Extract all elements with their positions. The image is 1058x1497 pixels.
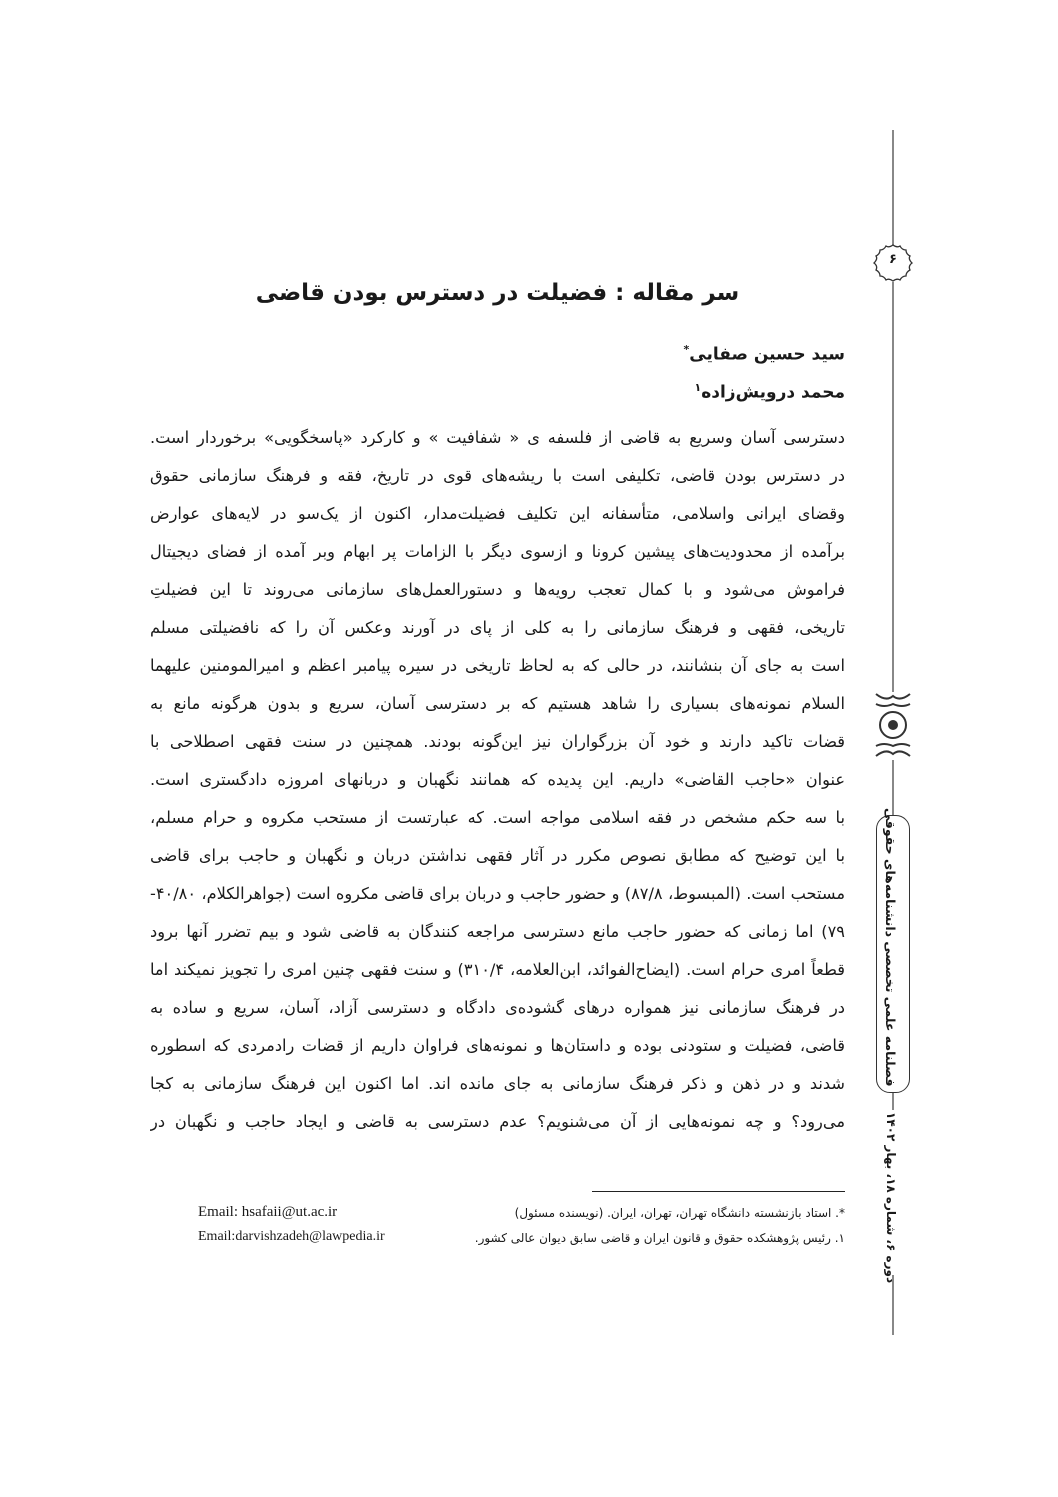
body-line: مستحب است. (المبسوط، ۸۷/۸) و حضور حاجب و دربان برای قاضی مکروه است (جواهرالکلام، ۴۰/۸۰- (150, 884, 845, 903)
page-number-badge (870, 243, 916, 283)
body-line: است به جای آن بنشانند، در حالی که به لحاظ تاریخی در سیره پیامبر اعظم و امیرالمومنین علیهما (150, 656, 845, 675)
body-line: برآمده از محدودیت‌های پیشین کرونا و ازسوی دیگر با الزامات پر ابهام وبر آمده از فضای دیجیتال (150, 542, 845, 561)
author-mark: * (683, 343, 690, 356)
body-line: قاضی، فضیلت و ستودنی بوده و داستان‌ها و نمونه‌های فراوان داریم از قضات رادمردی که اسطوره (150, 1036, 845, 1055)
body-line: فراموش می‌شود و با کمال تعجب رویه‌ها و دستورالعمل‌های سازمانی می‌روند تا این فضیلتِ (150, 580, 845, 599)
body-line: با این توضیح که مطابق نصوص مکرر در آثار فقهی نداشتن دربان و نگهبان و حاجب برای قاضی (150, 846, 845, 865)
footnote: ۱. رئیس پژوهشکده حقوق و قانون ایران و قاضی سابق دیوان عالی کشور. (474, 1231, 845, 1245)
margin-rule-middle (892, 282, 894, 692)
margin-rule-top (892, 130, 894, 245)
body-line: السلام نمونه‌های بسیاری را شاهد هستیم که بر دسترسی آسان، سریع و بدون هرگونه مانع به (150, 694, 845, 713)
body-line: با سه حکم مشخص در فقه اسلامی مواجه است. که عبارتست از مستحب مکروه و حرام مسلم، (150, 808, 845, 827)
author (684, 343, 846, 365)
journal-name: فصلنامه علمی تخصصی دانشنامه‌های حقوقی (883, 807, 898, 1086)
author-mark: ۱ (694, 381, 702, 394)
footnote-divider (592, 1191, 845, 1192)
author-email: Email:darvishzadeh@lawpedia.ir (198, 1229, 385, 1244)
page-number: ۶ (889, 252, 897, 267)
body-line: می‌رود؟ و چه نمونه‌هایی از آن می‌شنویم؟ عدم دسترسی به قاضی و ایجاد حاجب و نگهبان در (150, 1112, 845, 1131)
body-line: قضات تاکید دارند و خود آن بزرگواران نیز این‌گونه بودند. همچنین در سنت فقهی اصطلاحی با (150, 732, 845, 751)
floral-ornament-icon (868, 690, 918, 760)
article-title: سر مقاله : فضیلت در دسترس بودن قاضی (255, 280, 740, 306)
footnote: *. استاد بازنشسته دانشگاه تهران، تهران، ایران. (نویسنده مسئول) (514, 1206, 845, 1220)
body-line: دسترسی آسان وسریع به قاضی از فلسفه ی « شفافیت » و کارکرد «پاسخگویی» برخوردار است. (150, 428, 845, 447)
margin-rule-end (892, 1275, 894, 1335)
body-line: ۷۹) اما زمانی که حضور حاجب مانع دسترسی مراجعه کنندگان به قاضی شود و بیم تضرر آنها برود (150, 922, 845, 941)
body-line: عنوان «حاجب القاضی» داریم. این پدیده که همانند نگهبان و دربانهای امروزه دادگستری است. (150, 770, 845, 789)
body-line: در فرهنگ سازمانی نیز همواره درهای گشوده‌ی دادگاه و دسترسی آزاد، آسان، سریع و ساده به (150, 998, 845, 1017)
author (695, 381, 846, 403)
issue-info: دوره ۶، شماره ۱۸، بهار ۱۴۰۲ (884, 1112, 898, 1284)
margin-rule-bottom (892, 1090, 894, 1110)
article-body (150, 423, 845, 1145)
body-line: تاریخی، فقهی و فرهنگ سازمانی را به کلی از پای در آورند وعکس آن را که نافضیلتی مسلم (150, 618, 845, 637)
author-name: محمد درویش‌زاده (701, 382, 845, 403)
body-line: در دسترس بودن قاضی، تکلیفی است با ریشه‌های قوی در تاریخ، فقه و فرهنگ سازمانی حقوق (150, 466, 845, 485)
body-line: قطعاً امری حرام است. (ایضاح‌الفوائد، ابن‌العلامه، ۳۱۰/۴) و سنت فقهی چنین امری را تجویز نمیکند اما (150, 960, 845, 979)
body-line: شدند و در ذهن و ذکر فرهنگ سازمانی به جای مانده اند. اما اکنون این فرهنگ سازمانی به کجا (150, 1074, 845, 1093)
ornament (868, 690, 918, 760)
author-name: سید حسین صفایی (689, 344, 845, 365)
body-line: وقضای ایرانی واسلامی، متأسفانه این تکلیف فضیلت‌مدار، اکنون از یک‌سو در لایه‌های عوارض (150, 504, 845, 523)
author-email: Email: hsafaii@ut.ac.ir (198, 1204, 338, 1220)
